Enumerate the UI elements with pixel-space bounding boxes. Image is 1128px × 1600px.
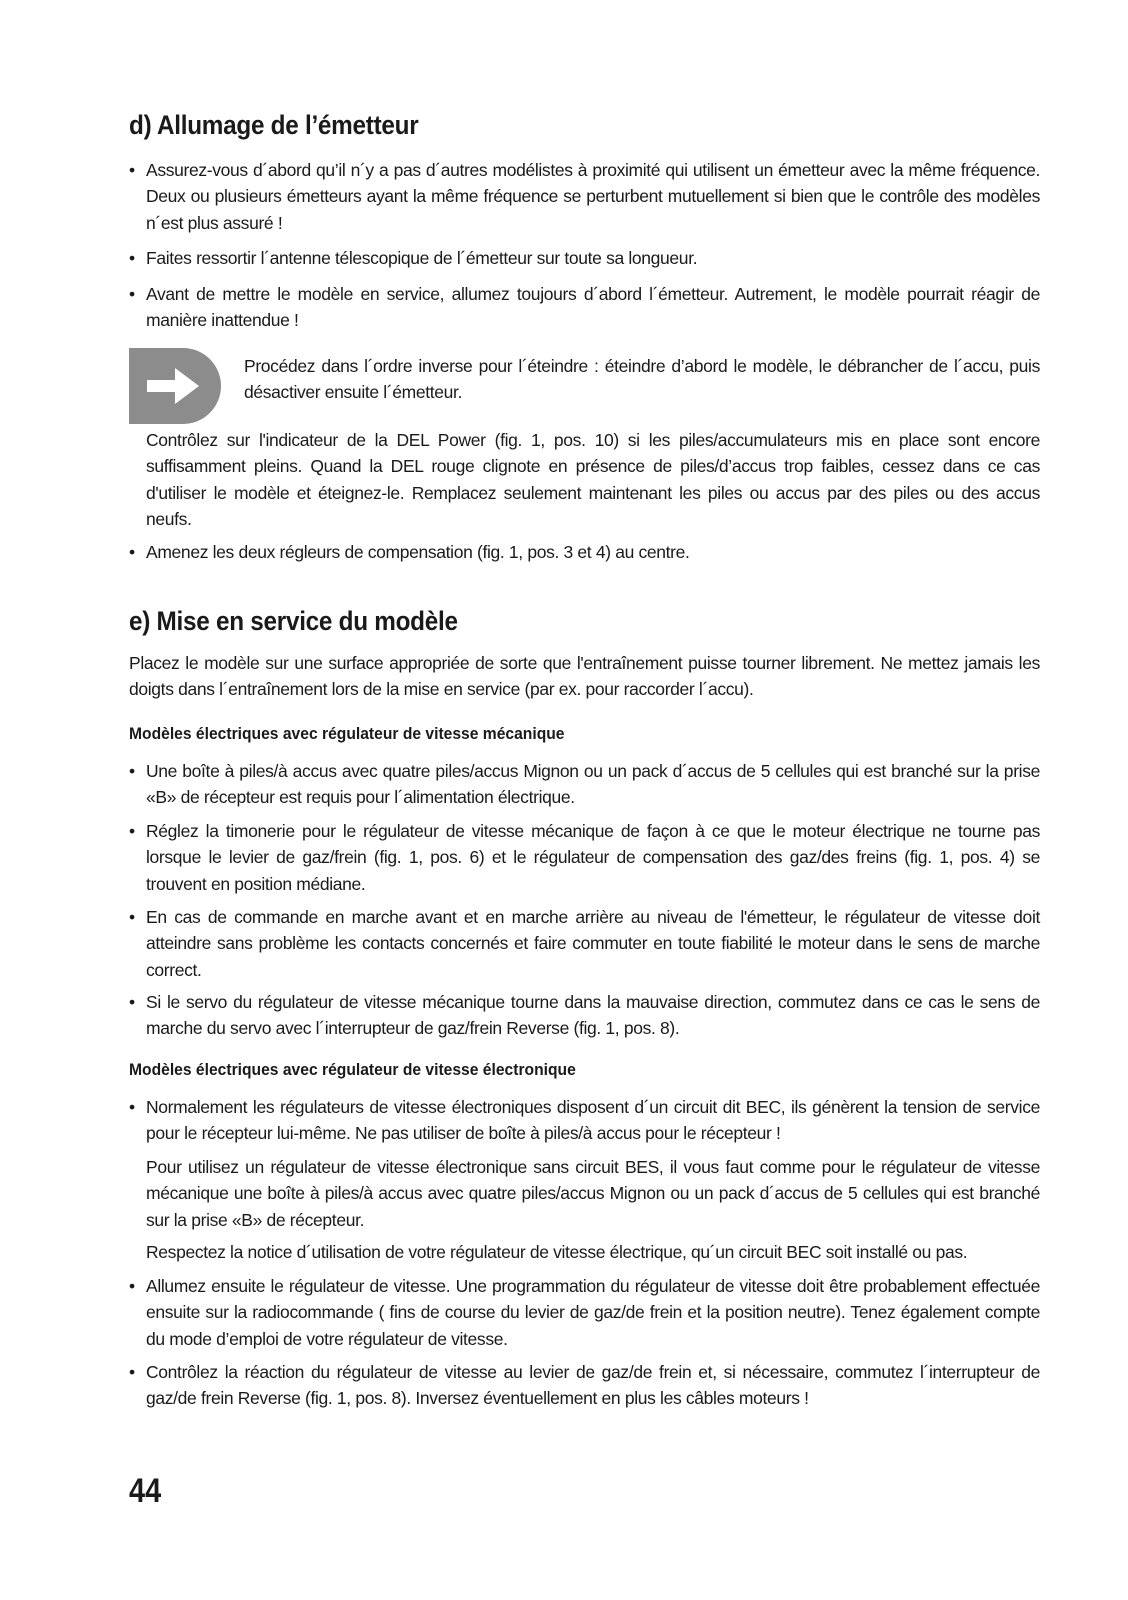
paragraph: Pour utilisez un régulateur de vitesse électronique sans circuit BES, il vous faut comme pour le régulateur de vitesse mécanique une boîte à piles/à accus avec quatre piles/accus Mignon ou un pack d´accus de 5 cellules qui est branché sur la prise «B» de récepteur. <box>146 1157 1040 1230</box>
bullet-text: Normalement les régulateurs de vitesse électroniques disposent d´un circuit dit BEC, ils génèrent la tension de service pour le récepteur lui-même. Ne pas utiliser de boîte à piles/à accus pour le récepteur ! <box>146 1097 1040 1144</box>
paragraph: Contrôlez sur l'indicateur de la DEL Power (fig. 1, pos. 10) si les piles/accumulateurs mis en place sont encore suffisamment pleins. Quand la DEL rouge clignote en présence de piles/d’accus trop faibles, cessez dans ce cas d'utiliser le modèle et éteignez-le. Remplacez seulement maintenant les piles ou accus par des piles ou des accus neufs. <box>146 430 1040 529</box>
subheading: Modèles électriques avec régulateur de vitesse électronique <box>129 1060 576 1079</box>
bullet-text: Si le servo du régulateur de vitesse mécanique tourne dans la mauvaise direction, commutez dans ce cas le sens de marche du servo avec l´interrupteur de gaz/frein Reverse (fig. 1, pos. 8). <box>146 992 1040 1039</box>
paragraph: Respectez la notice d´utilisation de votre régulateur de vitesse électrique, qu´un circuit BEC soit installé ou pas. <box>146 1242 968 1262</box>
bullet-text: Faites ressortir l´antenne télescopique de l´émetteur sur toute sa longueur. <box>146 248 698 268</box>
section-e-heading: e) Mise en service du modèle <box>129 606 458 636</box>
bullet: • <box>129 992 136 1012</box>
bullet-text: En cas de commande en marche avant et en marche arrière au niveau de l'émetteur, le régulateur de vitesse doit atteindre sans problème les contacts concernés et faire commuter en toute fiabilité le moteur dans le sens de marche correct. <box>146 907 1040 980</box>
bullet: • <box>129 160 136 180</box>
bullet: • <box>129 821 136 841</box>
section-d-heading: d) Allumage de l’émetteur <box>129 110 419 140</box>
bullet-text: Contrôlez la réaction du régulateur de vitesse au levier de gaz/de frein et, si nécessaire, commutez l´interrupteur de gaz/de frein Reverse (fig. 1, pos. 8). Inversez éventuellement en plus les câbles moteurs ! <box>146 1362 1040 1409</box>
bullet: • <box>129 1362 136 1382</box>
bullet: • <box>129 542 136 562</box>
bullet-text: Assurez-vous d´abord qu’il n´y a pas d´autres modélistes à proximité qui utilisent un émetteur avec la même fréquence. Deux ou plusieurs émetteurs ayant la même fréquence se perturbent mutuellement si bien que le contrôle des modèles n´est plus assuré ! <box>146 160 1040 233</box>
note-text: Procédez dans l´ordre inverse pour l´éteindre : éteindre d’abord le modèle, le débrancher de l´accu, puis désactiver ensuite l´émetteur. <box>244 356 1040 403</box>
bullet-text: Réglez la timonerie pour le régulateur de vitesse mécanique de façon à ce que le moteur électrique ne tourne pas lorsque le levier de gaz/frein (fig. 1, pos. 6) et le régulateur de compensation des gaz/des freins (fig. 1, pos. 4) se trouvent en position médiane. <box>146 821 1040 894</box>
bullet: • <box>129 1276 136 1296</box>
bullet: • <box>129 1097 136 1117</box>
bullet-text: Avant de mettre le modèle en service, allumez toujours d´abord l´émetteur. Autrement, le modèle pourrait réagir de manière inattendue ! <box>146 284 1040 331</box>
bullet: • <box>129 248 136 268</box>
bullet-text: Allumez ensuite le régulateur de vitesse. Une programmation du régulateur de vitesse doit être probablement effectuée ensuite sur la radiocommande ( fins de course du levier de gaz/de frein et la position neutre). Tenez également compte du mode d’emploi de votre régulateur de vitesse. <box>146 1276 1040 1349</box>
bullet: • <box>129 284 136 304</box>
bullet: • <box>129 761 136 781</box>
bullet: • <box>129 907 136 927</box>
arrow-right-icon <box>129 348 221 424</box>
page-number: 44 <box>129 1472 162 1510</box>
subheading: Modèles électriques avec régulateur de vitesse mécanique <box>129 724 565 743</box>
paragraph: Placez le modèle sur une surface appropriée de sorte que l'entraînement puisse tourner librement. Ne mettez jamais les doigts dans l´entraînement lors de la mise en service (par ex. pour raccorder l´accu). <box>129 653 1040 700</box>
bullet-text: Une boîte à piles/à accus avec quatre piles/accus Mignon ou un pack d´accus de 5 cellules qui est branché sur la prise «B» de récepteur est requis pour l´alimentation électrique. <box>146 761 1040 808</box>
bullet-text: Amenez les deux régleurs de compensation (fig. 1, pos. 3 et 4) au centre. <box>146 542 690 562</box>
